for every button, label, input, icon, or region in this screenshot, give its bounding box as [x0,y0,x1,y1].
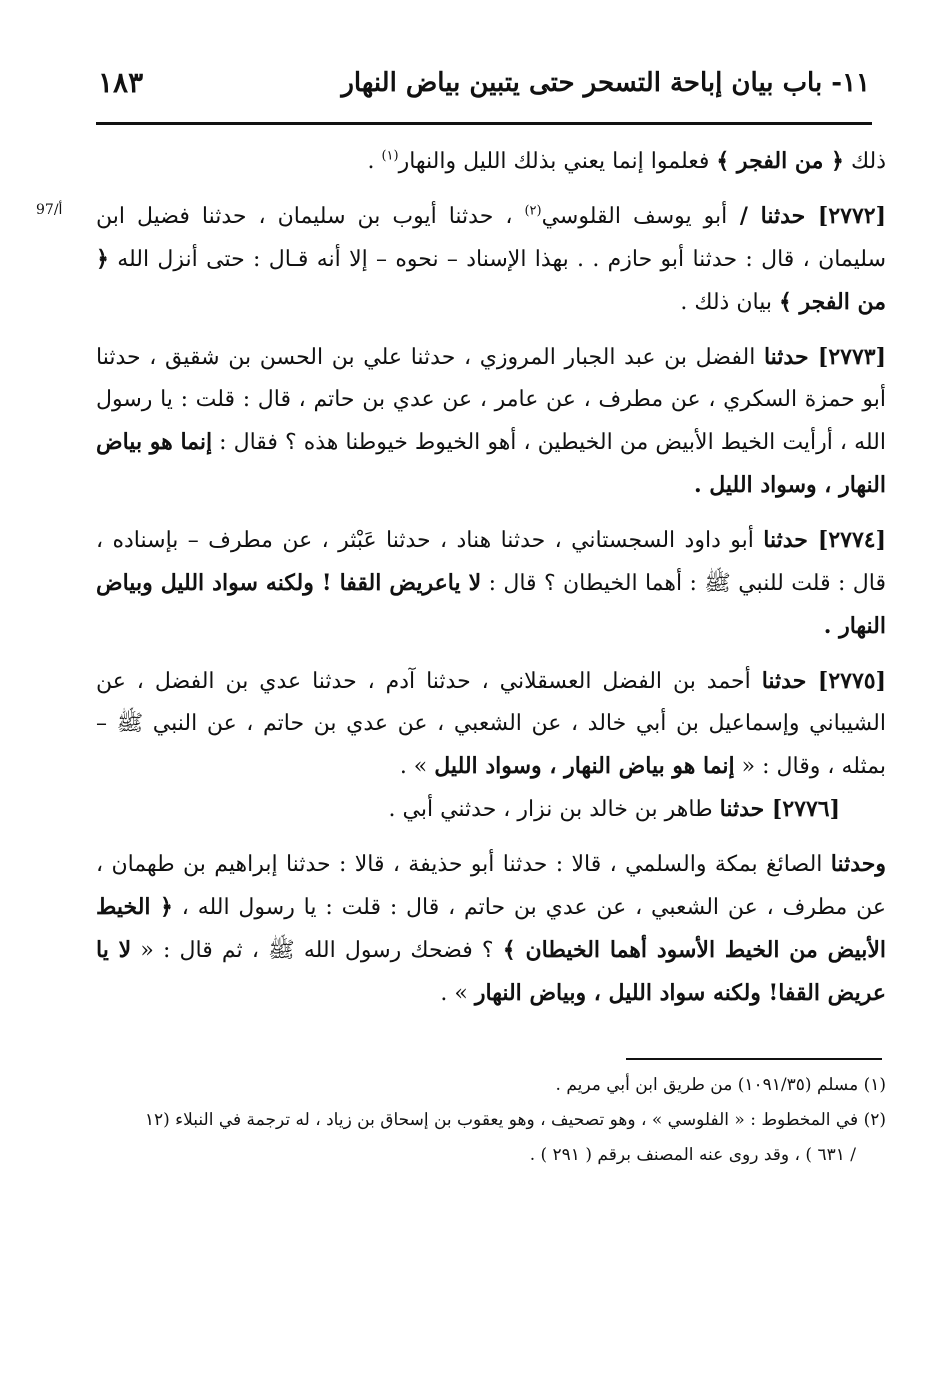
hadith-number: [٢٧٧٥] حدثنا [761,668,886,694]
quran-quote: ﴿ من الفجر ﴾ [716,148,844,174]
footnote-marker-2: (٢) [524,203,542,219]
prophetic-saying: إنما هو بياض النهار ، وسواد الليل . [96,429,886,498]
margin-folio-ref: 97/أ [36,202,63,218]
prophetic-saying: إنما هو بياض النهار ، وسواد الليل [434,753,735,779]
text-run: الفضل بن عبد الجبار المروزي ، حدثنا علي بن الحسن بن شقيق ، حدثنا أبو حمزة السكري ، عن مطرف ، عن عامر ، عن عدي بن حاتم ، قال : قلت : يا رسول الله ، أرأيت الخيط الأبيض من الخيطين ، أهو الخيوط خيوطنا هذه ؟ فقال : [96,345,886,455]
hadith-number: [٢٧٧٣] حدثنا [763,344,886,370]
text-run: ، حدثنا أيوب بن سليمان ، حدثنا فضيل ابن سليمان ، قال : حدثنا أبو حازم . . بهذا الإسناد – نحوه – إلا أنه قـال : حتى أنزل الله [96,204,886,272]
text-run: أبو داود السجستاني ، حدثنا هناد ، حدثنا عَبْثر ، عن مطرف – بإسناده ، قال : قلت للنبي ﷺ : أهما الخيطان ؟ قال : [96,528,886,596]
footnote-2-continued: / ٦٣١ ) ، وقد روى عنه المصنف برقم ( ٢٩١ ) . [529,1145,856,1165]
prophetic-saying: لا يا عريض القفا! ولكنه سواد الليل ، وبياض النهار [96,937,886,1006]
hadith-number: [٢٧٧٤] حدثنا [763,527,886,553]
page-number: ١٨٣ [98,66,144,99]
quran-quote: ﴿ الخيط الأبيض من الخيط الأسود أهما الخيطان ﴾ [96,894,886,963]
main-text [96,140,886,1027]
text-run: ؟ فضحك رسول الله ﷺ ، ثم قال : « [131,938,503,963]
hadith-2774 [96,519,886,648]
hadith-2775 [96,660,886,788]
prophetic-saying: لا ياعريض القفا ! ولكنه سواد الليل وبياض النهار . [96,570,886,639]
hadith-2772 [96,195,886,324]
text-run: الصائغ بمكة والسلمي ، قالا : حدثنا أبو حذيفة ، قالا : حدثنا إبراهيم بن طهمان ، عن مطرف ، عن الشعبي ، عن عدي بن حاتم ، قال : قلت : يا رسول الله ، [96,852,886,920]
text-run: » . [399,754,435,779]
footnote-2: (٢) في المخطوط : « الفلوسي » ، وهو تصحيف ، وهو يعقوب بن إسحاق بن زياد ، له ترجمة في النبلاء (١٢ [144,1110,886,1130]
text-run: بيان ذلك . [680,290,779,315]
text-run: » . [440,981,475,1006]
chapter-title: ١١- باب بيان إباحة التسحر حتى يتبين بياض النهار [341,68,870,98]
text-run: أحمد بن الفضل العسقلاني ، حدثنا آدم ، حدثنا عدي بن الفضل ، عن الشيباني وإسماعيل بن أبي خالد ، عن الشعبي ، عن عدي بن حاتم ، عن النبي ﷺ – بمثله ، وقال : « [96,669,886,779]
header-rule [96,122,872,125]
text-run: فعلموا إنما يعني بذلك الليل والنهار [398,149,717,174]
text-run: أبو يوسف القلوسي [541,204,728,229]
text-run: . [367,149,382,174]
hadith-2773 [96,336,886,507]
text-run: طاهر بن خالد بن نزار ، حدثني أبي . [388,797,720,822]
footnote-separator [626,1058,882,1060]
paragraph-intro [96,140,886,183]
hadith-2776 [96,788,886,831]
running-header [98,62,870,110]
hadith-number: [٢٧٧٢] حدثنا / [727,203,886,229]
quran-quote: ﴿ من الفجر ﴾ [96,246,886,315]
narration-marker: وحدثنا [830,851,886,877]
text-run: ذلك [843,149,886,174]
hadith-chain-continued [96,843,886,1015]
footnotes [96,1068,886,1173]
footnote-1: (١) مسلم (١٠٩١/٣٥) من طريق ابن أبي مريم . [555,1075,886,1095]
hadith-number: [٢٧٧٦] حدثنا [719,796,840,822]
footnote-marker-1: (١) [381,148,399,164]
